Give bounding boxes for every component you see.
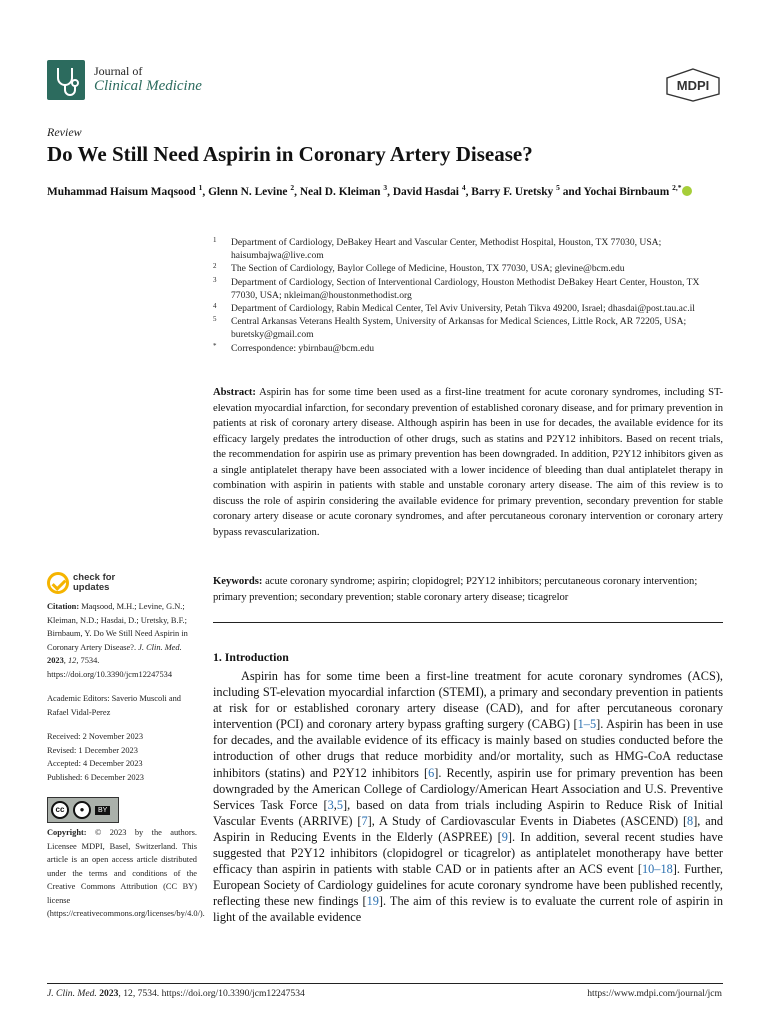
- citation-doi-link[interactable]: https://doi.org/10.3390/jcm12247534: [47, 669, 173, 679]
- citation-year: 2023: [47, 656, 64, 665]
- citation-label: Citation:: [47, 602, 80, 611]
- author-name[interactable]: Yochai Birnbaum: [583, 185, 670, 198]
- cc-icon: cc: [51, 801, 69, 819]
- check-updates-icon: [47, 572, 69, 594]
- paragraph-text: ]. Recently, aspirin use for primary prevention has been downgraded by the American College of Cardiology/American Heart Association and U.S. Preventive Services Task Force [: [213, 765, 723, 812]
- affiliation-item: [213, 262, 723, 275]
- author-name[interactable]: Neal D. Kleiman: [299, 185, 381, 198]
- abstract-label: Abstract:: [213, 387, 256, 398]
- footer-doi[interactable]: , 12, 7534. https://doi.org/10.3390/jcm12247534: [118, 988, 305, 999]
- author-sup: 5: [556, 183, 560, 192]
- reference-link[interactable]: 3: [327, 797, 334, 812]
- publication-dates: [47, 730, 197, 784]
- affiliation-text: Central Arkansas Veterans Health System, University of Arkansas for Medical Sciences, Little Rock, AR 72205, USA; buretsky@gmail.com: [231, 316, 687, 341]
- affiliation-item: [213, 276, 723, 302]
- section-divider: [213, 622, 723, 623]
- author-sup: 2,*: [672, 183, 682, 192]
- received-date: Received: 2 November 2023: [47, 732, 144, 741]
- author-name[interactable]: Muhammad Haisum Maqsood: [47, 185, 196, 198]
- by-label: BY: [95, 806, 110, 815]
- citation-pages: , 7534.: [76, 656, 100, 665]
- affiliation-text: Correspondence: ybirnbau@bcm.edu: [231, 342, 375, 354]
- introduction-paragraph: [213, 668, 723, 926]
- footer-year: 2023: [99, 988, 119, 999]
- author-sup: 3: [383, 183, 388, 192]
- affiliation-number: 5: [213, 315, 217, 324]
- published-date: Published: 6 December 2023: [47, 772, 144, 782]
- copyright-label: Copyright:: [47, 828, 87, 837]
- reference-link[interactable]: 6: [428, 765, 435, 780]
- stethoscope-icon: [47, 60, 85, 100]
- check-for-updates-button[interactable]: [47, 572, 115, 594]
- author-name[interactable]: Barry F. Uretsky: [471, 185, 554, 198]
- journal-name: [94, 64, 202, 94]
- author-sup: 1: [198, 183, 203, 192]
- check-updates-line2: updates: [73, 582, 110, 593]
- reference-link[interactable]: 8: [687, 813, 694, 828]
- citation-block: Citation: Maqsood, M.H.; Levine, G.N.; Kleiman, N.D.; Hasdai, D.; Uretsky, B.F.; Birnbaum, Y. Do We Still Need Aspirin in Coronary Artery Disease?. J. Clin. Med. 2023, 12, 7534. https://doi.org/10.3390/jcm12247534: [47, 602, 188, 679]
- abstract: [213, 385, 723, 540]
- paragraph-text: ]. Further, European Society of Cardiology guidelines for acute coronary syndrome have been published recently, reflecting these new findings [: [213, 862, 724, 909]
- author-name[interactable]: Glenn N. Levine: [208, 185, 288, 198]
- orcid-icon[interactable]: [682, 186, 692, 196]
- footer-journal-url[interactable]: https://www.mdpi.com/journal/jcm: [587, 988, 722, 999]
- academic-editors: Academic Editors: Saverio Muscoli and Rafael Vidal-Perez: [47, 694, 181, 717]
- mdpi-logo: [665, 68, 721, 102]
- paragraph-text: ]. In addition, several recent studies have suggested that P2Y12 inhibitors (clopidogrel or ticagrelor) as antiplatelet monotherapy have better efficacy than aspirin in patients with stable CAD or in patients after an ACS event [: [213, 829, 723, 877]
- abstract-text: Aspirin has for some time been used as a first-line treatment for acute coronary syndromes, including ST-elevation myocardial infarction, for secondary prevention of established coronary disease, and for primary prevention in patients at risk of coronary artery disease. Although aspirin has been in use for decades, the available evidence for its efficacy largely predates the introduction of other drugs, such as statins and P2Y12 inhibitors. Based on recent trials, the recommendation for aspirin use as primary prevention has been downgraded. In addition, P2Y12 inhibitors given as a single antiplatelet therapy have been associated with a lower incidence of bleeding than dual antiplatelet therapy in combination with aspirin in patients with stable and unstable coronary artery disease. The aim of this review is to discuss the role of aspirin considering the available evidence for primary prevention, secondary prevention for stable coronary artery disease or acute coronary syndromes, and after percutaneous coronary intervention or coronary artery bypass revascularization.: [213, 387, 723, 538]
- affiliation-item: [213, 302, 723, 315]
- author-sup: 4: [461, 183, 466, 192]
- affiliations: [213, 236, 723, 355]
- author-list: Muhammad Haisum Maqsood $^1$, Glenn N. Levine $^2$, Neal D. Kleiman $^3$, David Hasdai $^4$, Barry F. Uretsky $^5$ and Yochai Birnbaum $^{2,*}$: [47, 180, 727, 200]
- copyright-notice: [47, 826, 205, 921]
- footer-journal: J. Clin. Med.: [47, 988, 97, 999]
- paragraph-text: ], and Aspirin in Reducing Events in the Elderly (ASPREE) [: [213, 813, 723, 844]
- footer-divider: [47, 983, 723, 984]
- paragraph-text: ], A Study of Cardiovascular Events in Diabetes (ASCEND) [: [367, 813, 688, 828]
- affiliation-number: 1: [213, 236, 217, 244]
- affiliation-text: Department of Cardiology, Rabin Medical Center, Tel Aviv University, Petah Tikva 49200, Israel; dhasdai@post.tau.ac.il: [231, 303, 695, 315]
- affiliation-number: 2: [213, 262, 217, 271]
- journal-logo: [47, 60, 85, 100]
- author-name[interactable]: David Hasdai: [392, 185, 459, 198]
- reference-link[interactable]: 7: [361, 813, 368, 828]
- affiliation-item: [213, 315, 723, 341]
- publisher-label: MDPI: [676, 78, 710, 93]
- journal-name-line2: Clinical Medicine: [94, 78, 202, 94]
- accepted-date: Accepted: 4 December 2023: [47, 759, 143, 768]
- by-person-icon: ●: [73, 801, 91, 819]
- paragraph-text: ]. The aim of this review is to evaluate the current role of aspirin in light of the available evidence: [213, 894, 724, 925]
- paragraph-text: ]. Aspirin has been in use for decades, and the available evidence of its efficacy is mainly based on studies conducted before the introduction of other drugs that reduce morbidity and/or mortality, such as HMG-CoA reductase inhibitors (statins) and P2Y12 inhibitors [: [213, 717, 723, 780]
- keywords-label: Keywords:: [213, 576, 263, 587]
- article-title: Do We Still Need Aspirin in Coronary Artery Disease?: [47, 142, 533, 166]
- affiliation-text: The Section of Cardiology, Baylor College of Medicine, Houston, TX 77030, USA; glevine@bcm.edu: [231, 263, 625, 275]
- reference-link[interactable]: 5: [336, 797, 344, 812]
- citation-volume: 12: [67, 656, 77, 665]
- article-type: Review: [47, 125, 82, 139]
- journal-name-line1: Journal of: [94, 64, 143, 78]
- check-updates-label: [73, 573, 115, 593]
- revised-date: Revised: 1 December 2023: [47, 745, 138, 755]
- affiliation-item: [213, 236, 723, 262]
- cc-by-license-badge[interactable]: [47, 797, 119, 823]
- reference-link[interactable]: 9: [501, 829, 508, 844]
- section-heading: 1. Introduction: [213, 650, 289, 664]
- keywords-text: acute coronary syndrome; aspirin; clopidogrel; P2Y12 inhibitors; percutaneous coronary intervention; primary prevention; secondary prevention; stable coronary artery disease; ticagrelor: [213, 576, 698, 603]
- keywords: [213, 574, 723, 605]
- citation-text: Maqsood, M.H.; Levine, G.N.; Kleiman, N.D.; Hasdai, D.; Uretsky, B.F.; Birnbaum, Y. Do We Still Need Aspirin in Coronary Artery Disease?.: [47, 602, 188, 652]
- affiliation-text: Department of Cardiology, Section of Interventional Cardiology, Houston Methodist DeBakey Heart Center, Houston, TX 77030, USA; nkleiman@houstonmethodist.org: [231, 276, 700, 301]
- affiliation-number: 4: [213, 302, 217, 311]
- check-updates-line1: check for: [73, 572, 116, 583]
- reference-link[interactable]: 19: [366, 894, 379, 909]
- paragraph-text: ,: [333, 797, 337, 812]
- citation-journal: J. Clin. Med.: [138, 642, 182, 652]
- paragraph-text: ], based on data from trials including Aspirin to Reduce Risk of Initial Vascular Events (ARRIVE) [: [213, 797, 723, 828]
- affiliation-number: *: [213, 341, 217, 350]
- reference-link[interactable]: 10–18: [642, 862, 673, 877]
- affiliation-item: [213, 342, 723, 355]
- affiliation-text: Department of Cardiology, DeBakey Heart and Vascular Center, Methodist Hospital, Houston, TX 77030, USA; haisumbajwa@live.com: [231, 237, 662, 262]
- copyright-text: © 2023 by the authors. Licensee MDPI, Basel, Switzerland. This article is an open access article distributed under the terms and conditions of the Creative Commons Attribution (CC BY) license (https://creativecommons.org/licenses/by/4.0/).: [47, 828, 205, 918]
- footer-citation: [47, 988, 305, 999]
- author-sup: 2: [290, 183, 295, 192]
- paragraph-text: Aspirin has for some time been a first-line treatment for acute coronary syndromes (ACS), including ST-elevation myocardial infarction (STEMI), a primary and secondary prevention in patients at risk for or established coronary artery disease (CAD), and for after percutaneous coronary intervention (PCI) and coronary artery bypass grafting surgery (CABG) [: [213, 669, 723, 732]
- affiliation-number: 3: [213, 275, 217, 284]
- reference-link[interactable]: 1–5: [577, 717, 597, 732]
